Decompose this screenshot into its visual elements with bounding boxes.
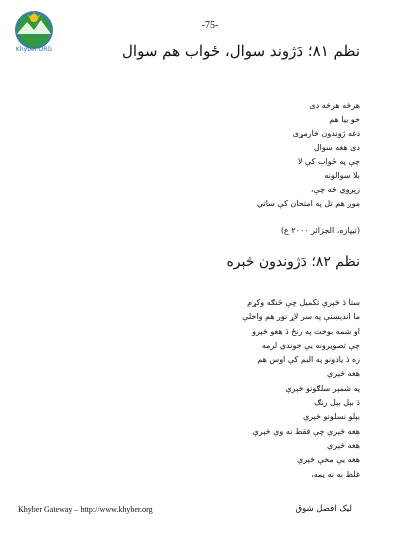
poem-line: هغه یې مخې څېرې	[296, 455, 360, 465]
poem-line: هرڅه هرڅه دی	[309, 101, 360, 110]
poem-82-title: نظم ۸۲؛ دَژوندون څېره	[226, 254, 360, 270]
poem-line: په شمېر سلګونو څېرې	[285, 383, 360, 393]
logo-caption: Khyber.ORG	[15, 46, 53, 53]
poem-line: او شمه بوخت په رنځ دَ هغو څېرو	[252, 326, 360, 336]
poem-81-title: نظم ۸۱؛ دَژوند سوال، ځواب هم سوال	[122, 42, 360, 60]
poem-line: موږ هم تل په امتحان کې ساتي	[256, 199, 360, 208]
poem-line: زېږوي څه چې،	[310, 185, 360, 194]
poem-line: غلط به نه یمه،	[311, 469, 360, 479]
poem-line: ستا دَ څېرې تکمیل چې ځنګه وکړم	[247, 298, 360, 307]
poem-line: زه دَ یادونو په البم کې اوس هم	[257, 355, 360, 365]
poem-line: هغه څېرې	[327, 440, 360, 450]
poem-line: خو بیا هم	[329, 115, 360, 124]
khyber-logo	[8, 8, 60, 62]
page-number: -75-	[201, 20, 219, 31]
poem-line: دغه ژوندون څارمړی	[292, 129, 360, 138]
poem-line: چې تصویرونه یې خوندي لرمه	[261, 340, 360, 350]
poem-82-body	[242, 296, 360, 482]
poem-line: دی هغه سوال	[313, 143, 360, 152]
poem-line: بېلو نسلونو څېرې	[302, 412, 360, 422]
footer-site: Khyber Gateway – http://www.khyber.org	[18, 505, 153, 514]
footer-author: لیک افضل شوق	[295, 504, 352, 514]
poem-line: دَ بېل بېل رنګ	[314, 398, 360, 408]
poem-81-body	[257, 99, 360, 211]
poem-line: بلا سوالونه	[324, 171, 360, 180]
poem-line: هغه څېرې	[327, 369, 360, 379]
poem-line: چې په ځواب کې لا	[297, 157, 360, 166]
poem-line: ما اندېښنې په سر لاړ نور هم واخلې	[242, 312, 360, 322]
poem-line: هغه څېرې چې فقط نه وې څېرې	[252, 426, 360, 436]
poem-81-place-date: (تیپازه، الجزائر ۲۰۰۰ ع)	[280, 226, 360, 235]
